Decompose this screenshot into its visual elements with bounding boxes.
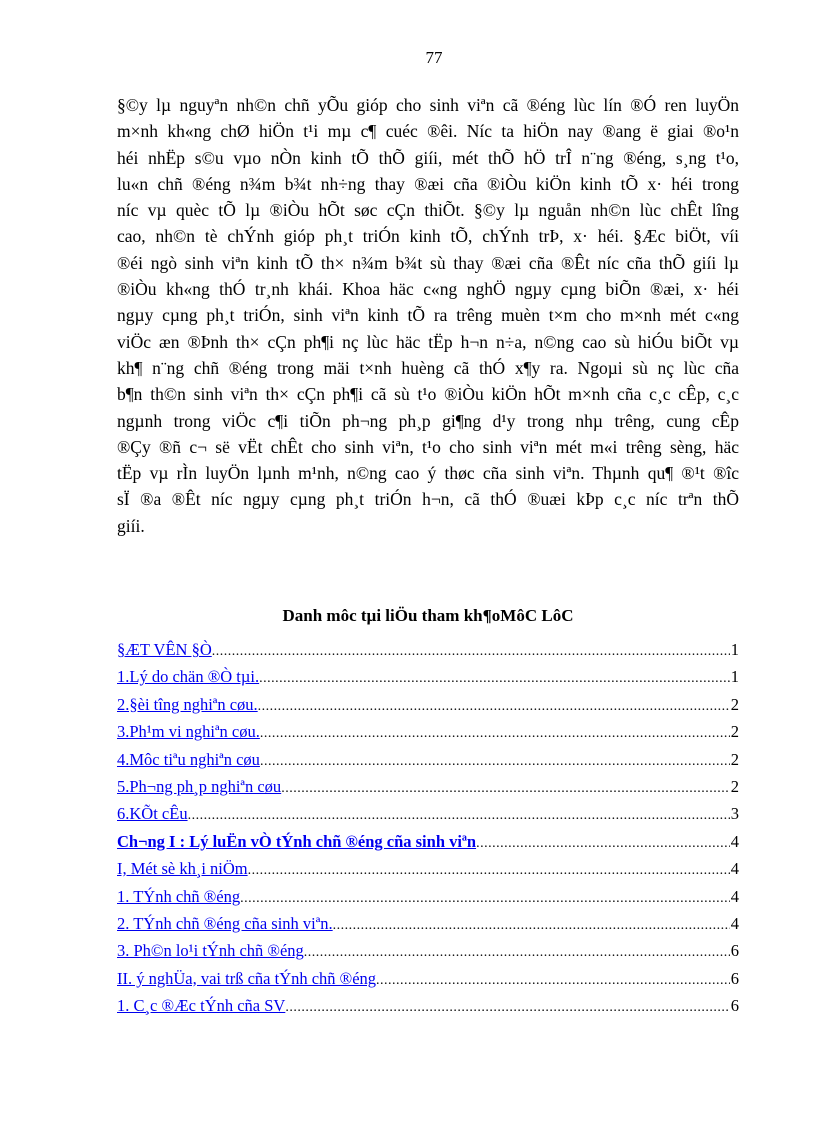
toc-entry[interactable] [117, 722, 739, 749]
dot-leader [258, 699, 730, 715]
toc-entry-link[interactable]: II. ý nghÜa, vai trß cña tÝnh chñ ®éng [117, 968, 377, 988]
dot-leader [248, 863, 730, 879]
dot-leader [212, 644, 730, 660]
toc-entry-link[interactable]: 2.§èi tîng nghiªn cøu. [117, 694, 258, 714]
body-paragraph [117, 92, 739, 539]
toc-entry[interactable] [117, 914, 739, 941]
body-line: m×nh kh«ng chØ hiÖn t¹i mµ c¶ cuéc ®êi. Níc ta hiÖn nay ®ang ë giai ®o¹n [117, 121, 739, 142]
dot-leader [281, 781, 730, 797]
toc-heading: Danh môc tµi liÖu tham kh¶oMôC LôC [282, 606, 574, 625]
toc-page-number: 6 [730, 968, 739, 988]
toc-entry[interactable] [117, 777, 739, 804]
body-line: ®éi ngò sinh viªn kinh tÕ th× n¾m b¾t sù thay ®æi cña ®Êt níc cña thÕ giíi lµ [117, 252, 739, 273]
body-line: ®iÒu kh«ng thÓ tr¸nh khái. Khoa häc c«ng nghÖ ngµy cµng biÕn ®æi, x· héi [117, 279, 739, 300]
toc-entry-link[interactable]: 6.KÕt cÊu [117, 804, 188, 824]
toc-page-number: 2 [730, 722, 739, 742]
toc-entry-link[interactable]: 3.Ph¹m vi nghiªn cøu. [117, 722, 260, 742]
toc-entry-link[interactable]: I, Mét sè kh¸i niÖm [117, 859, 248, 879]
toc-page-number: 1 [730, 667, 739, 687]
toc-page-number: 4 [730, 886, 739, 906]
dot-leader [476, 836, 730, 852]
toc-entry[interactable] [117, 640, 739, 667]
body-line: ®Çy ®ñ c¬ së vËt chÊt cho sinh viªn, t¹o cho sinh viªn mét m«i trêng sèng, häc [117, 436, 739, 457]
body-line: tËp vµ rÌn luyÖn lµnh m¹nh, n©ng cao ý thøc cña sinh viªn. Thµnh qu¶ ®¹t ®îc [117, 463, 739, 484]
body-line: níc vµ quèc tÕ lµ ®iÒu hÕt søc cÇn thiÕt. §©y lµ nguån nh©n lùc chÊt lîng [117, 200, 739, 221]
toc-entry[interactable] [117, 750, 739, 777]
body-line: ngµnh trong viÖc c¶i tiÕn ph¬ng ph¸p gi¶ng d¹y trong nhµ trêng, cung cÊp [117, 410, 739, 431]
toc-entry[interactable] [117, 804, 739, 831]
toc-page-number: 4 [730, 913, 739, 933]
toc-entry-link[interactable]: 5.Ph¬ng ph¸p nghiªn cøu [117, 776, 282, 796]
body-line: héi nhËp s©u vµo nÒn kinh tÕ thÕ giíi, mét thÕ hÖ trÎ n¨ng ®éng, s¸ng t¹o, [117, 147, 739, 168]
dot-leader [240, 891, 730, 907]
body-line: cao, nh©n tè chÝnh gióp ph¸t triÓn kinh tÕ, chÝnh trÞ, x· héi. §Æc biÖt, víi [117, 226, 739, 247]
toc-entry-link[interactable]: 1. TÝnh chñ ®éng [117, 886, 241, 906]
table-of-contents [117, 640, 739, 1023]
dot-leader [333, 918, 730, 934]
body-line: ngµy cµng ph¸t triÓn, sinh viªn kinh tÕ ra trêng muèn t×m cho m×nh mét c«ng [117, 305, 739, 326]
toc-entry-link[interactable]: Ch¬ng I : Lý luËn vÒ tÝnh chñ ®éng cña sinh viªn [117, 831, 477, 851]
toc-entry[interactable] [117, 996, 739, 1023]
dot-leader [376, 973, 730, 989]
toc-entry-link[interactable]: 3. Ph©n lo¹i tÝnh chñ ®éng [117, 941, 304, 961]
body-line: lu«n chñ ®éng n¾m b¾t nh÷ng thay ®æi cña ®iÒu kiÖn kinh tÕ x· héi trong [117, 173, 739, 194]
body-line: §©y lµ nguyªn nh©n chñ yÕu gióp cho sinh viªn cã ®éng lùc lín ®Ó ren luyÖn [117, 95, 739, 115]
toc-entry[interactable] [117, 832, 739, 859]
body-line: b¶n th©n sinh viªn th× cÇn ph¶i cã sù t¹o ®iÒu kiÖn hÕt m×nh cña c¸c cÊp, c¸c [117, 384, 739, 405]
dot-leader [259, 671, 730, 687]
toc-page-number: 2 [730, 749, 739, 769]
dot-leader [285, 1000, 729, 1016]
body-line: giíi. [117, 515, 145, 536]
toc-page-number: 1 [730, 640, 739, 659]
body-line: kh¶ n¨ng chñ ®éng trong mäi t×nh huèng cã thÓ x¶y ra. Ngoµi sù nç lùc cña [117, 357, 739, 378]
toc-entry[interactable] [117, 969, 739, 996]
toc-entry-link[interactable]: 1.Lý do chän ®Ò tµi. [117, 667, 260, 687]
page-number: 77 [425, 48, 443, 67]
toc-entry-link[interactable]: 4.Môc tiªu nghiªn cøu [117, 749, 260, 769]
toc-page-number: 4 [730, 859, 739, 879]
body-line: viÖc æn ®Þnh th× cÇn ph¶i nç lùc häc tËp h¬n n÷a, n©ng cao sù hiÓu biÕt vµ [117, 331, 739, 352]
dot-leader [188, 808, 730, 824]
toc-page-number: 6 [730, 941, 739, 961]
toc-entry[interactable] [117, 887, 739, 914]
toc-page-number: 6 [730, 996, 739, 1016]
dot-leader [304, 945, 730, 961]
toc-entry[interactable] [117, 695, 739, 722]
toc-page-number: 3 [730, 804, 739, 824]
toc-entry[interactable] [117, 667, 739, 694]
toc-page-number: 2 [730, 776, 739, 796]
toc-entry-link[interactable]: 2. TÝnh chñ ®éng cña sinh viªn. [117, 913, 333, 933]
toc-entry[interactable] [117, 859, 739, 886]
toc-entry-link[interactable]: §ÆT VÊN §Ò [117, 640, 212, 659]
body-line: sÏ ®a ®Êt níc ngµy cµng ph¸t triÓn h¬n, cã thÓ ®uæi kÞp c¸c níc trªn thÕ [117, 489, 739, 510]
toc-entry[interactable] [117, 941, 739, 968]
toc-page-number: 4 [730, 831, 739, 851]
toc-entry-link[interactable]: 1. C¸c ®Æc tÝnh cña SV [117, 996, 286, 1016]
dot-leader [260, 754, 730, 770]
toc-page-number: 2 [730, 694, 739, 714]
dot-leader [260, 726, 730, 742]
